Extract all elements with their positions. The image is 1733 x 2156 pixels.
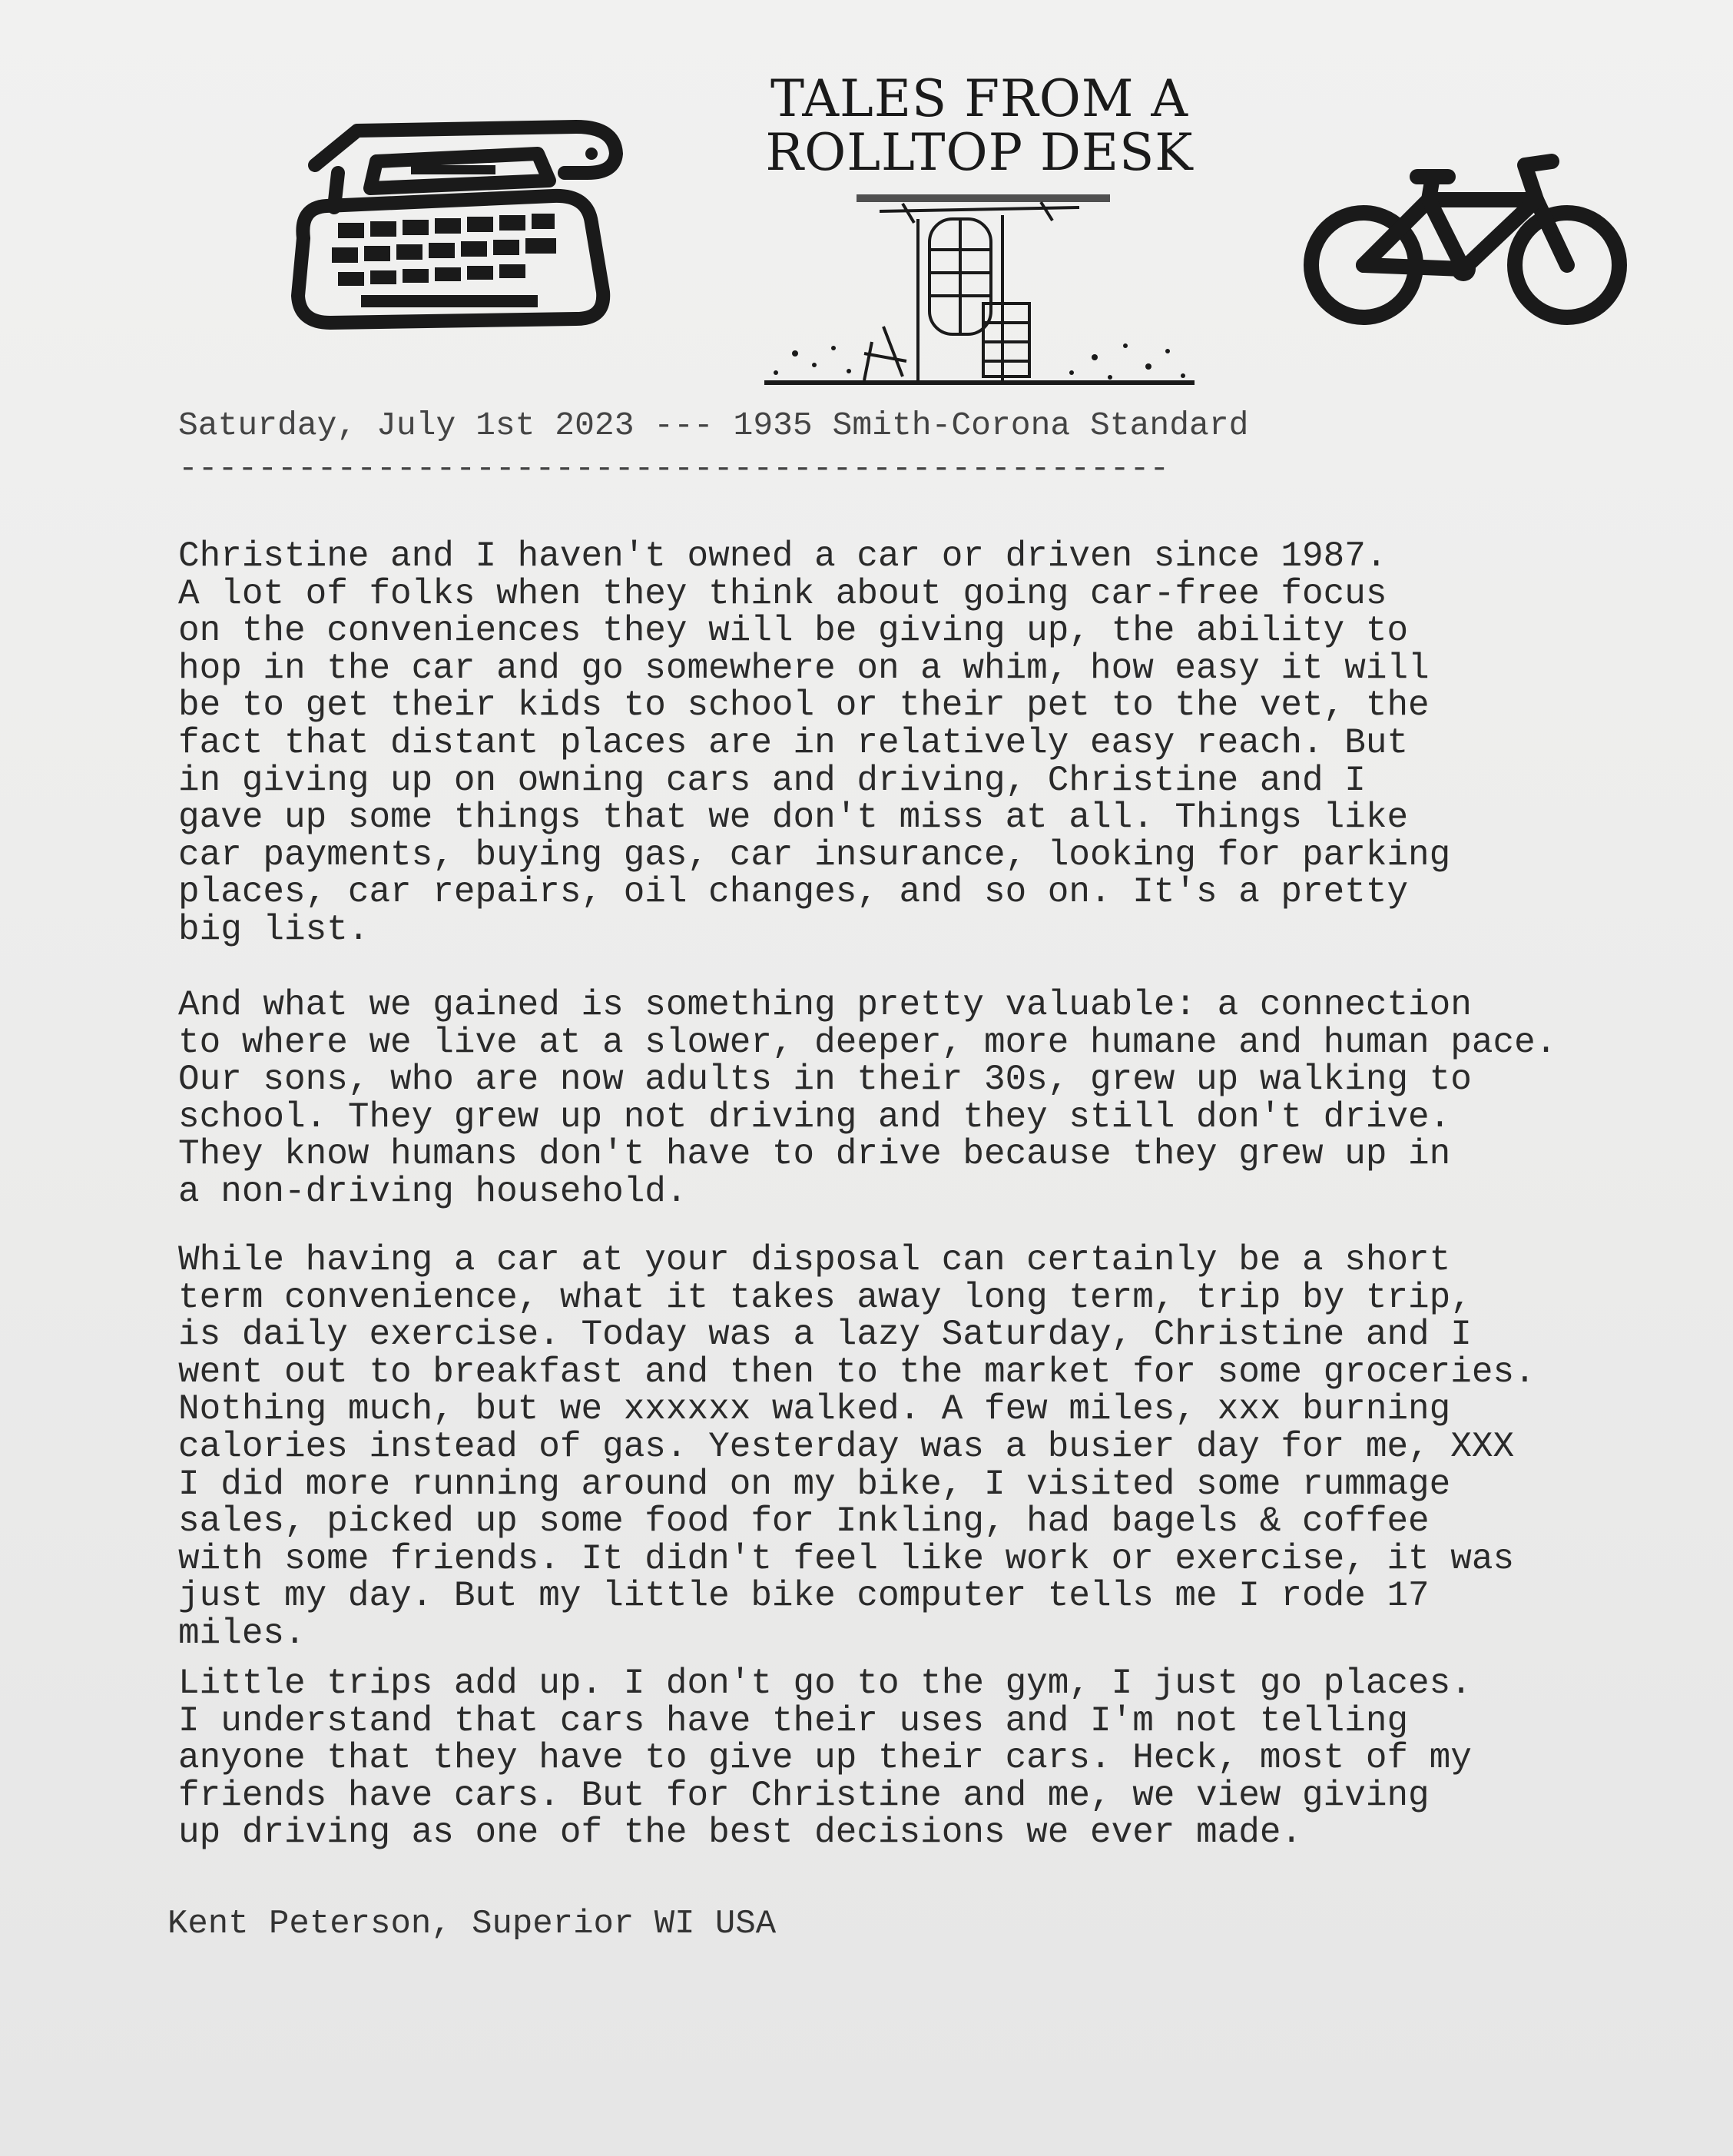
rolltop-desk-illustration — [749, 188, 1210, 396]
paragraph-1: Christine and I haven't owned a car or driven since 1987. A lot of folks when they think about going car-free focus on the conveniences they will be giving up, the ability to hop in the car and go somewhere on a whim, how easy it will be to get their kids to school or their pet to the vet, the fact that distant places are in relatively easy reach. But in giving up on owning cars and driving, Christine and I gave up some things that we don't miss at all. Things like car payments, buying gas, car insurance, looking for parking places, car repairs, oil changes, and so on. It's a pretty big list. — [178, 536, 1451, 950]
paragraph-4: Little trips add up. I don't go to the gym, I just go places. I understand that cars have their uses and I'm not telling anyone that they have to give up their cars. Heck, most of my friends have cars. But for Christine and me, we view giving up driving as one of the best decisions we ever made. — [178, 1663, 1472, 1853]
masthead-title-line-1: TALES FROM A — [770, 69, 1189, 128]
dateline: Saturday, July 1st 2023 --- 1935 Smith-Corona Standard — [178, 406, 1249, 444]
masthead-title-line-2: ROLLTOP DESK — [765, 123, 1194, 182]
masthead — [749, 58, 1210, 396]
divider-rule: -------------------------------------------------- — [178, 449, 1170, 487]
typewriter-icon — [284, 108, 638, 338]
bicycle-icon — [1298, 142, 1636, 338]
signature-line: Kent Peterson, Superior WI USA — [167, 1905, 777, 1943]
paragraph-2: And what we gained is something pretty valuable: a connection to where we live at a slower, deeper, more humane and human pace. Our sons, who are now adults in their 30s, grew up walking to school. They grew up not driving and they still don't drive. They know humans don't have to drive because they grew up in a non-driving household. — [178, 985, 1557, 1212]
paragraph-3: While having a car at your disposal can certainly be a short term convenience, what it takes away long term, trip by trip, is daily exercise. Today was a lazy Saturday, Christine and I went out to breakfast and then to the market for some groceries. Nothing much, but we xxxxxx walked. A few miles, xxx burning calories instead of gas. Yesterday was a busier day for me, XXX I did more running around on my bike, I visited some rummage sales, picked up some food for Inkling, had bagels & coffee with some friends. It didn't feel like work or exercise, it was just my day. But my little bike computer tells me I rode 17 miles. — [178, 1240, 1536, 1653]
